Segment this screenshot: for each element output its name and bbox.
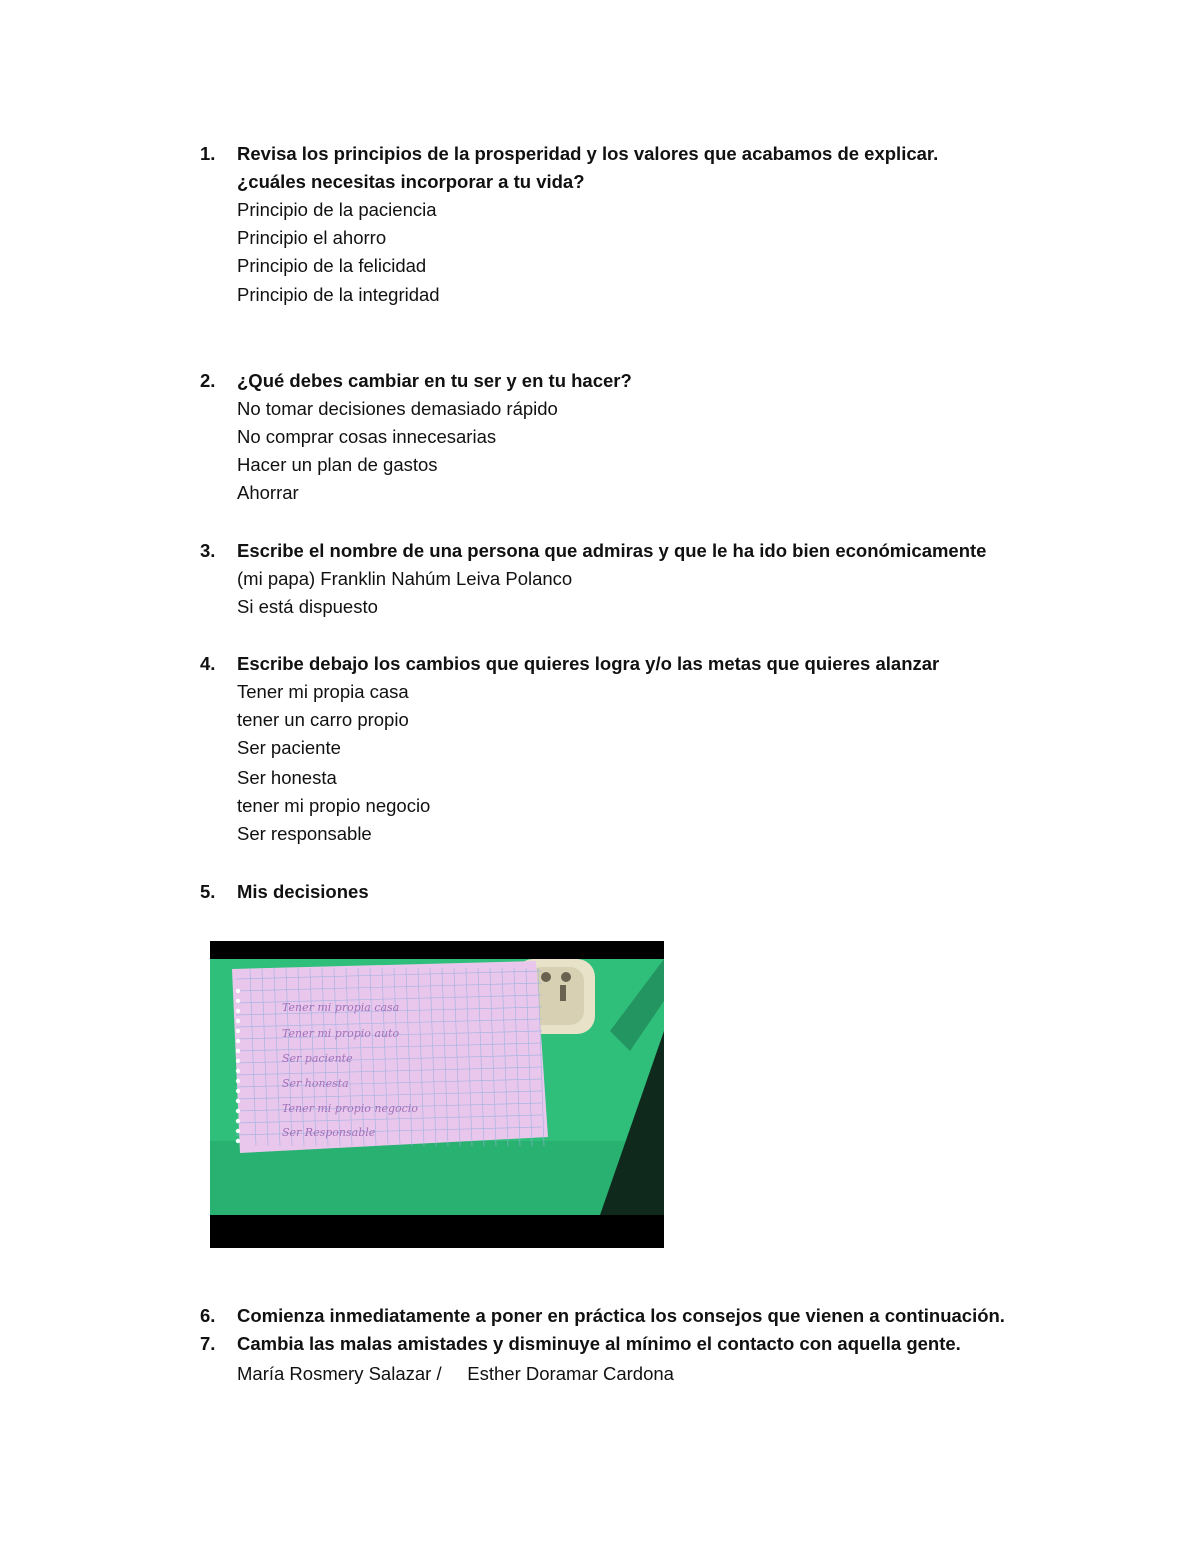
q6-number: 6. [200,1305,216,1326]
q2-answer: No tomar decisiones demasiado rápido [237,398,558,419]
q2-answer: No comprar cosas innecesarias [237,426,497,447]
q3-answer: Si está dispuesto [237,596,378,617]
note-line: Tener mi propia casa [282,1001,400,1014]
note-line: Tener mi propio negocio [282,1102,418,1115]
q1-answer: Principio el ahorro [237,227,387,248]
q3-answer: (mi papa) Franklin Nahúm Leiva Polanco [237,568,573,589]
q3-question: Escribe el nombre de una persona que admiras y que le ha ido bien económicamente [237,540,987,561]
q4-question: Escribe debajo los cambios que quieres logra y/o las metas que quieres alanzar [237,653,940,674]
q2-answer: Ahorrar [237,482,299,503]
q2-answer: Hacer un plan de gastos [237,454,438,475]
q1-answer: Principio de la paciencia [237,199,437,220]
q4-answer: tener mi propio negocio [237,795,431,816]
q4-answer: Ser responsable [237,823,372,844]
q1-number: 1. [200,143,216,164]
q5-question: Mis decisiones [237,881,369,902]
decisions-photo [210,941,664,1248]
q4-answer: Ser honesta [237,767,337,788]
q5-number: 5. [200,881,216,902]
q1-answer: Principio de la integridad [237,284,440,305]
note-line: Ser honesta [282,1077,349,1090]
signature: María Rosmery Salazar / Esther Doramar Cardona [237,1363,674,1384]
q4-answer: tener un carro propio [237,709,409,730]
note-line: Ser paciente [282,1052,353,1065]
q1-answer: Principio de la felicidad [237,255,427,276]
q4-answer: Tener mi propia casa [237,681,409,702]
q4-answer: Ser paciente [237,737,341,758]
q3-number: 3. [200,540,216,561]
q1-question: Revisa los principios de la prosperidad y los valores que acabamos de explicar. [237,143,939,164]
q4-number: 4. [200,653,216,674]
q7-question: Cambia las malas amistades y disminuye al mínimo el contacto con aquella gente. [237,1333,961,1354]
q6-question: Comienza inmediatamente a poner en práctica los consejos que vienen a continuación. [237,1305,1005,1326]
q1-question-cont: ¿cuáles necesitas incorporar a tu vida? [237,171,585,192]
q7-number: 7. [200,1333,216,1354]
note-line: Ser Responsable [282,1126,376,1139]
q2-number: 2. [200,370,216,391]
note-line: Tener mi propio auto [282,1027,400,1040]
q2-question: ¿Qué debes cambiar en tu ser y en tu hacer? [237,370,632,391]
